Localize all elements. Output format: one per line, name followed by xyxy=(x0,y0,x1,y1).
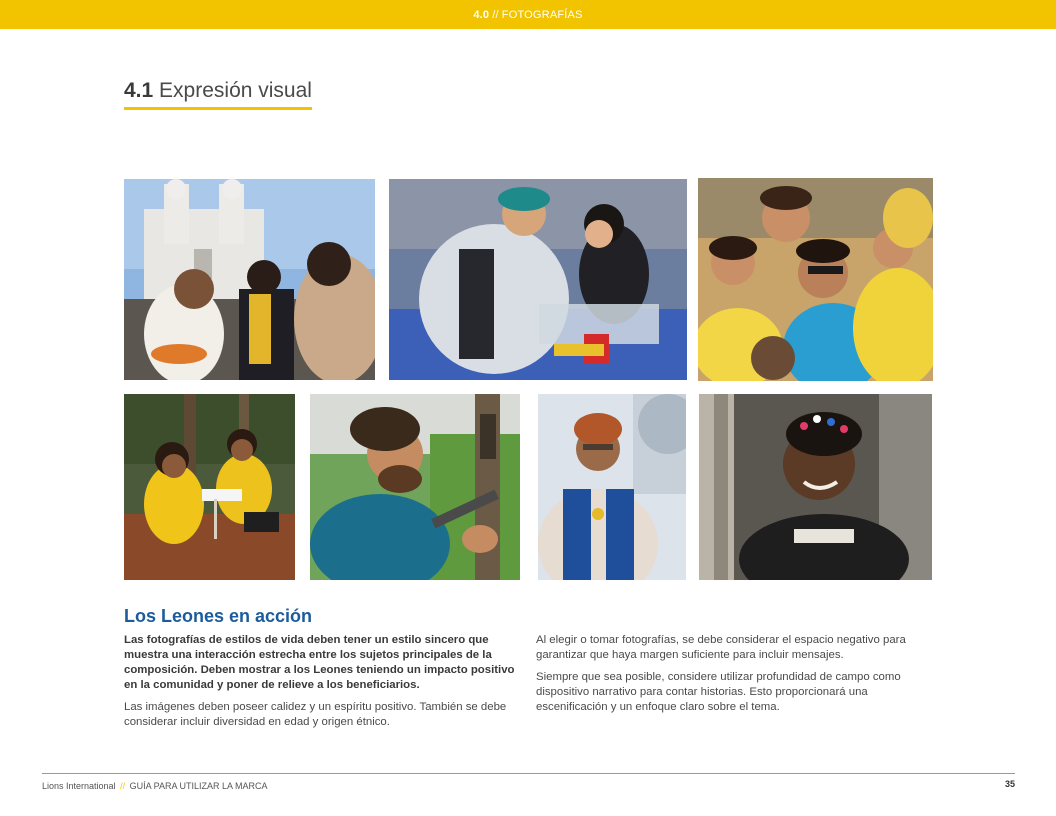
photo-woman-in-vest xyxy=(538,394,686,580)
header-section-number: 4.0 xyxy=(473,8,490,21)
body-paragraph-right-1: Al elegir o tomar fotografías, se debe considerar el espacio negativo para garantizar que haya margen suficiente para incluir mensajes. xyxy=(536,634,906,661)
footer-guide: GUÍA PARA UTILIZAR LA MARCA xyxy=(129,781,268,791)
photo-smiling-girl xyxy=(699,394,932,580)
photo-youth-group xyxy=(698,178,933,381)
footer-org: Lions International xyxy=(42,781,116,791)
photo-young-man-hammering xyxy=(310,394,520,580)
footer-separator: // xyxy=(120,781,126,791)
body-paragraph-left: Las imágenes deben poseer calidez y un espíritu positivo. También se debe considerar incluir diversidad en edad y origen étnico. xyxy=(124,701,507,728)
right-column xyxy=(536,633,932,722)
page-title xyxy=(124,79,312,110)
intro-paragraph: Las fotografías de estilos de vida deben tener un estilo sincero que muestra una interacción estrecha entre los sujetos principales de la composición. Deben mostrar a los Leones teniendo un impacto positivo en la comunidad y poner de relieve a los beneficiarios. xyxy=(124,634,515,691)
photo-tree-planting xyxy=(124,394,295,580)
header-section-name: FOTOGRAFÍAS xyxy=(501,8,583,21)
footer-text xyxy=(42,781,267,791)
title-text: Expresión visual xyxy=(159,79,312,102)
footer-divider xyxy=(42,773,1015,774)
photo-church-group xyxy=(124,179,375,380)
header-separator: // xyxy=(492,8,499,21)
left-column xyxy=(124,633,516,737)
page-number: 35 xyxy=(1004,779,1015,789)
body-paragraph-right-2: Siempre que sea posible, considere utilizar profundidad de campo como dispositivo narrativo para contar historias. Esto proporcionará una escenificación y un enfoque claro sobre el tema. xyxy=(536,671,901,713)
header-bar xyxy=(0,0,1056,29)
photo-man-and-boy xyxy=(389,179,687,380)
section-subheading: Los Leones en acción xyxy=(124,606,313,626)
title-number: 4.1 xyxy=(124,79,154,102)
